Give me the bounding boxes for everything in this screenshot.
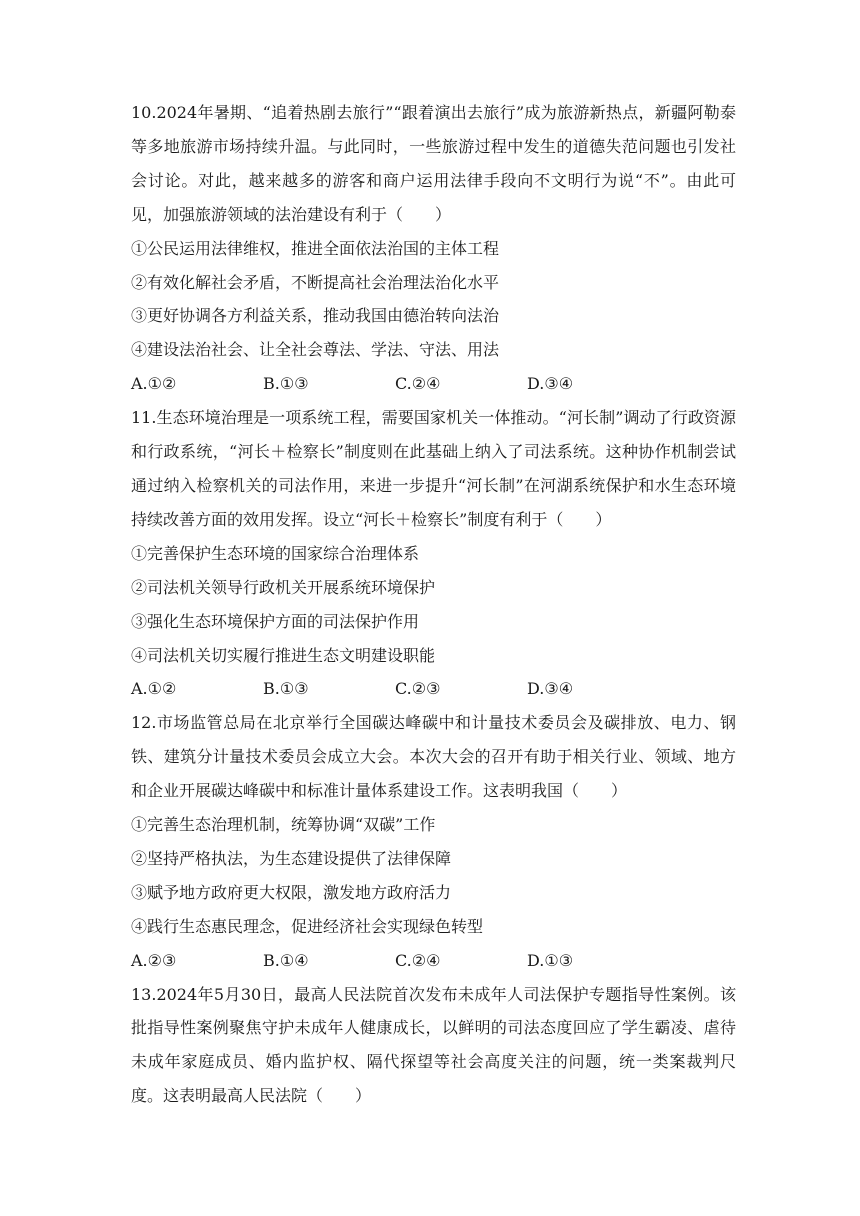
option-statement: ①公民运用法律维权，推进全面依法治国的主体工程 xyxy=(131,238,500,258)
option-statement: ③赋予地方政府更大权限，激发地方政府活力 xyxy=(131,882,452,902)
choice-a: A.①② xyxy=(131,679,177,699)
choice-c: C.②④ xyxy=(395,374,441,394)
question-stem: 11.生态环境治理是一项系统工程，需要国家机关一体推动。“河长制”调动了行政资源和行政系统，“河长＋检察长”制度则在此基础上纳入了司法系统。这种协作机制尝试通过纳入检察机关的司法作用，来进一步提升“河长制”在河湖系统保护和水生态环境持续改善方面的效用发挥。设立“河长＋检察长”制度有利于（ ） xyxy=(131,408,736,529)
option-statement: ④建设法治社会、让全社会尊法、学法、守法、用法 xyxy=(131,340,500,360)
choice-d: D.①③ xyxy=(527,950,574,970)
answer-choices xyxy=(131,367,736,401)
answer-choices xyxy=(131,672,736,706)
option-statement: ①完善生态治理机制，统筹协调“双碳”工作 xyxy=(131,815,436,835)
question-10 xyxy=(131,96,736,401)
choice-a: A.①② xyxy=(131,374,177,394)
document-page xyxy=(131,96,736,1113)
option-statement: ①完善保护生态环境的国家综合治理体系 xyxy=(131,543,420,563)
choice-d: D.③④ xyxy=(527,679,574,699)
choice-c: C.②④ xyxy=(395,950,441,970)
question-stem: 12.市场监管总局在北京举行全国碳达峰碳中和计量技术委员会及碳排放、电力、钢铁、建筑分计量技术委员会成立大会。本次大会的召开有助于相关行业、领域、地方和企业开展碳达峰碳中和标准计量体系建设工作。这表明我国（ ） xyxy=(131,713,736,801)
option-statement: ②司法机关领导行政机关开展系统环境保护 xyxy=(131,577,436,597)
choice-b: B.①④ xyxy=(263,950,309,970)
choice-a: A.②③ xyxy=(131,950,177,970)
option-statement: ③强化生态环境保护方面的司法保护作用 xyxy=(131,611,420,631)
choice-b: B.①③ xyxy=(263,679,309,699)
option-statement: ④践行生态惠民理念，促进经济社会实现绿色转型 xyxy=(131,916,484,936)
option-statement: ②有效化解社会矛盾，不断提高社会治理法治化水平 xyxy=(131,272,500,292)
choice-d: D.③④ xyxy=(527,374,574,394)
option-statement: ②坚持严格执法，为生态建设提供了法律保障 xyxy=(131,848,452,868)
choice-b: B.①③ xyxy=(263,374,309,394)
question-stem: 13.2024年5月30日，最高人民法院首次发布未成年人司法保护专题指导性案例。该批指导性案例聚焦守护未成年人健康成长，以鲜明的司法态度回应了学生霸凌、虐待未成年家庭成员、婚内监护权、隔代探望等社会高度关注的问题，统一类案裁判尺度。这表明最高人民法院（ ） xyxy=(131,984,736,1106)
question-11 xyxy=(131,401,736,706)
answer-choices xyxy=(131,944,736,978)
option-statement: ④司法机关切实履行推进生态文明建设职能 xyxy=(131,645,436,665)
choice-c: C.②③ xyxy=(395,679,441,699)
question-13 xyxy=(131,978,736,1114)
option-statement: ③更好协调各方利益关系，推动我国由德治转向法治 xyxy=(131,306,500,326)
question-12 xyxy=(131,706,736,977)
question-stem: 10.2024年暑期、“追着热剧去旅行”“跟着演出去旅行”成为旅游新热点，新疆阿勒泰等多地旅游市场持续升温。与此同时，一些旅游过程中发生的道德失范问题也引发社会讨论。对此，越来越多的游客和商户运用法律手段向不文明行为说“不”。由此可见，加强旅游领域的法治建设有利于（ ） xyxy=(131,103,736,224)
